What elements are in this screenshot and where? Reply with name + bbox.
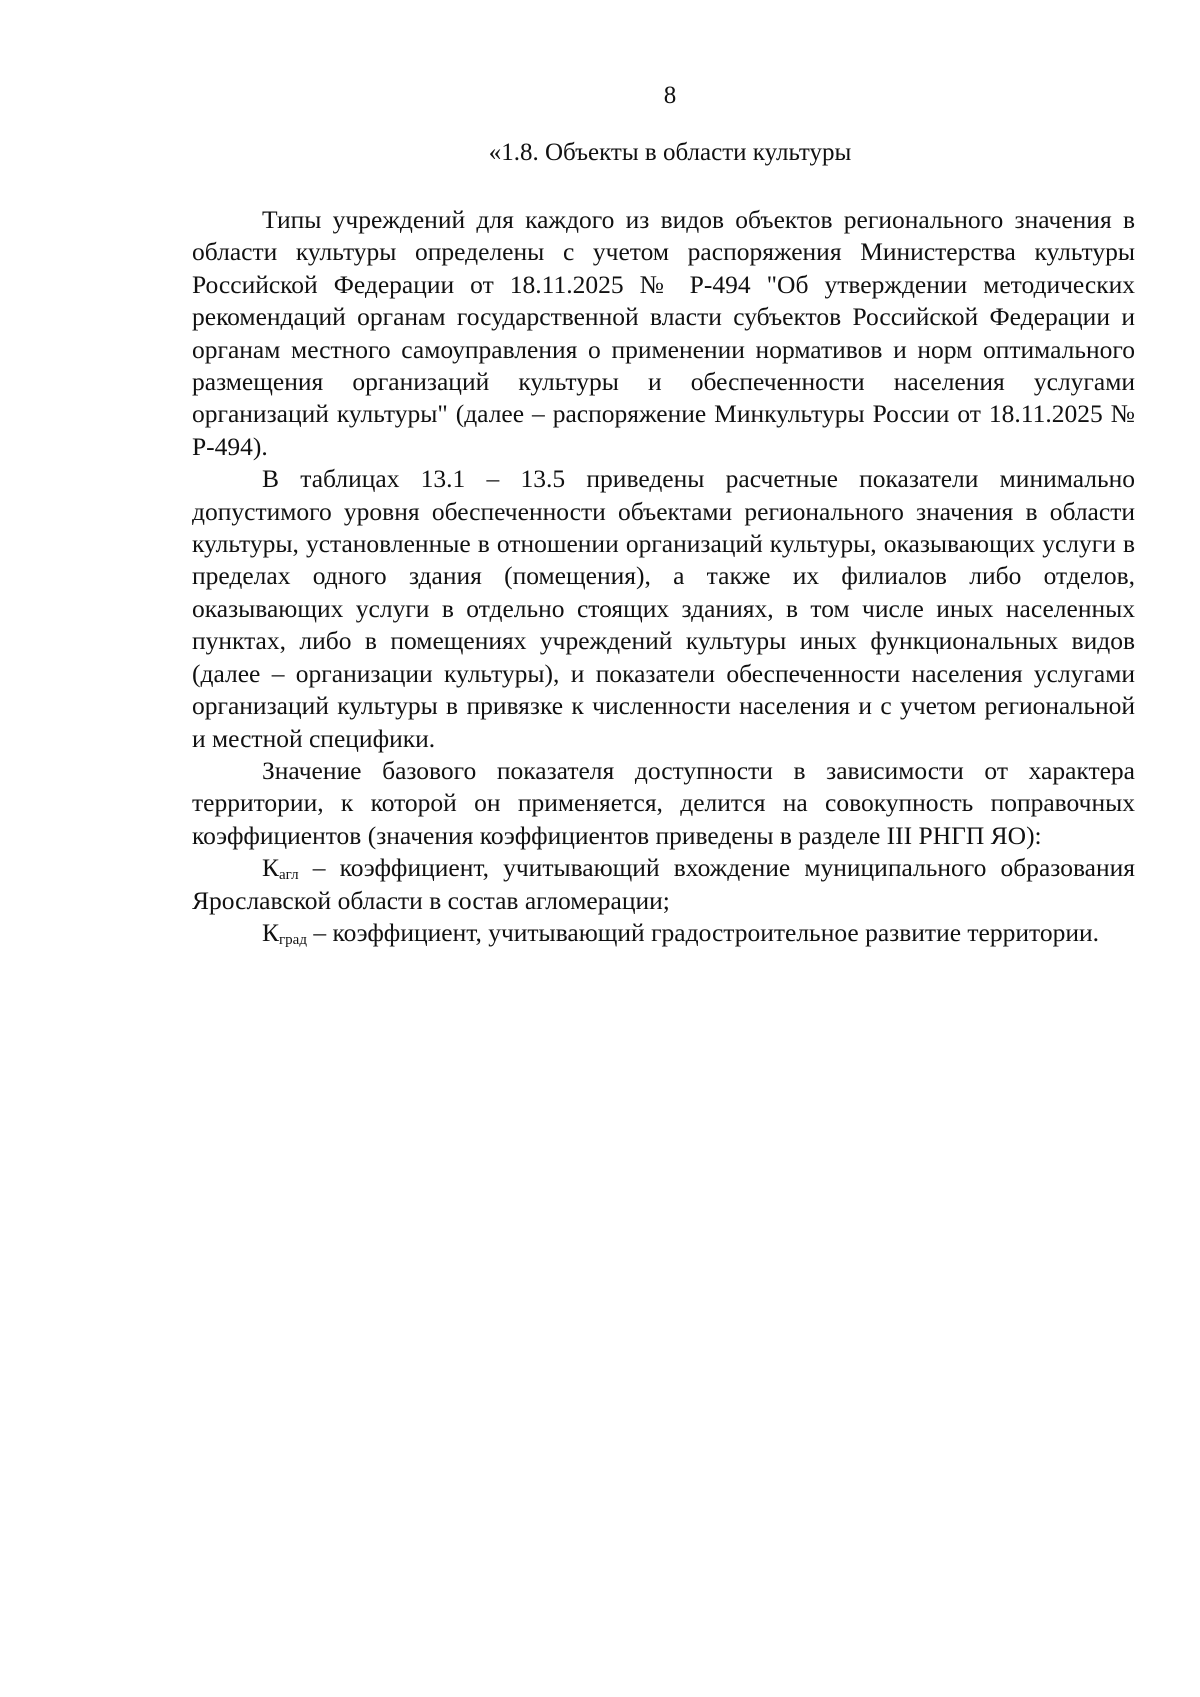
- coefficient-symbol: К: [262, 917, 280, 947]
- paragraph-base-indicator: Значение базового показателя доступности в зависимости от характера территории, к которой он применяется, делится на совокупность поправочных коэффициентов (значения коэффициентов приведены в разделе III РНГП ЯО):: [192, 755, 1135, 850]
- coefficient-subscript: агл: [279, 867, 299, 884]
- paragraph-institution-types: Типы учреждений для каждого из видов объектов регионального значения в области культуры определены с учетом распоряжения Министерства культуры Российской Федерации от 18.11.2025 № Р-494 "Об утверждении методических рекомендаций органам государственной власти субъектов Российской Федерации и органам местного самоуправления о применении нормативов и норм оптимального размещения организаций культуры и обеспеченности населения услугами организаций культуры" (далее – распоряжение Минкультуры России от 18.11.2025 № Р-494).: [192, 205, 1135, 461]
- page-number: 8: [663, 82, 677, 109]
- section-heading: «1.8. Объекты в области культуры: [488, 139, 852, 166]
- coefficient-description: – коэффициент, учитывающий градостроительное развитие территории.: [306, 917, 1099, 947]
- coefficient-symbol: К: [262, 853, 280, 883]
- coefficient-agglomeration: [192, 852, 1135, 917]
- document-body: [192, 204, 1135, 949]
- coefficient-subscript: град: [279, 931, 307, 948]
- paragraph-tables-description: В таблицах 13.1 – 13.5 приведены расчетные показатели минимально допустимого уровня обеспеченности объектами регионального значения в области культуры, установленные в отношении организаций культуры, оказывающих услуги в пределах одного здания (помещения), а также их филиалов либо отделов, оказывающих услуги в отдельно стоящих зданиях, в том числе иных населенных пунктах, либо в помещениях учреждений культуры иных функциональных видов (далее – организации культуры), и показатели обеспеченности населения услугами организаций культуры в привязке к численности населения и с учетом региональной и местной специфики.: [192, 464, 1135, 753]
- coefficient-description: – коэффициент, учитывающий вхождение муниципального образования Ярославской области в состав агломерации;: [192, 853, 1135, 915]
- coefficient-urban-development: [192, 917, 1135, 949]
